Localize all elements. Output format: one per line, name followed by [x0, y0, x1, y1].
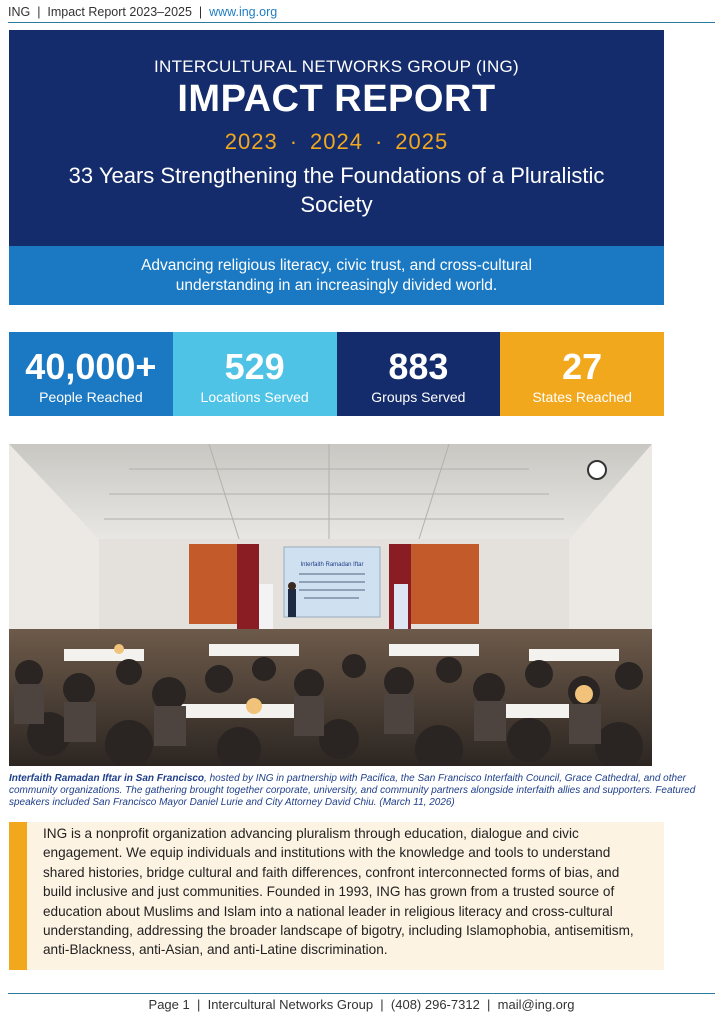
header-url-link[interactable]: www.ing.org	[209, 5, 278, 19]
stat-value: 40,000+	[25, 346, 157, 387]
about-text: ING is a nonprofit organization advancing pluralism through education, dialogue and civic engagement. We equip individuals and institutions with the knowledge and tools to understand shared histories, bridge cultural and faith differences, confront interconnected forms of bias, and build inclusive and just communities. Founded in 1993, ING has grown from a trusted source of education about Muslims and Islam into a national leader in religious literacy and cross-cultural understanding, addressing the broader landscape of bigotry, including Islamophobia, antisemitism, anti-Blackness, anti-Asian, and anti-Latine discrimination.	[43, 826, 634, 958]
header-report-title: Impact Report 2023–2025	[47, 5, 192, 19]
footer-page: Page 1	[148, 997, 190, 1012]
screen-text: Interfaith Ramadan Iftar	[300, 562, 364, 568]
year-2025: 2025	[395, 129, 449, 154]
stat-states-reached	[500, 332, 664, 416]
footer-org: Intercultural Networks Group	[207, 997, 374, 1012]
stat-value: 883	[388, 346, 449, 387]
header-separator: |	[37, 5, 41, 19]
footer-phone: (408) 296-7312	[390, 997, 480, 1012]
event-photo-illustration	[9, 444, 652, 766]
stat-value: 529	[224, 346, 285, 387]
hero-org-name: INTERCULTURAL NETWORKS GROUP (ING)	[153, 57, 520, 76]
stats-row	[9, 332, 664, 416]
hero-subtitle: 33 Years Strengthening the Foundations of a Pluralistic Society	[68, 163, 605, 217]
page-footer	[8, 993, 715, 1012]
stat-groups-served	[337, 332, 501, 416]
footer-email-link[interactable]: mail@ing.org	[497, 997, 575, 1012]
stat-value: 27	[562, 346, 603, 387]
year-separator: ·	[374, 129, 384, 154]
year-separator: ·	[289, 129, 299, 154]
event-photo	[9, 444, 652, 766]
year-2023: 2023	[224, 129, 278, 154]
tagline-banner	[9, 246, 664, 305]
year-2024: 2024	[310, 129, 363, 154]
hero-title: IMPACT REPORT	[177, 78, 496, 120]
accent-bar	[9, 822, 27, 970]
footer-separator: |	[487, 997, 491, 1012]
caption-text: , hosted by ING in partnership with Pacifica, the San Francisco Interfaith Council, Grace Cathedral, and other community organizations. The gathering brought together corporate, university, and community partners alongside interfaith allies and supporters. Featured speakers included San Francisco Mayor Daniel Lurie and City Attorney David Chiu. (March 11, 2026)	[9, 773, 696, 808]
about-box	[9, 822, 664, 970]
stat-label: Groups Served	[371, 389, 466, 405]
stat-label: Locations Served	[200, 389, 309, 405]
footer-separator: |	[380, 997, 384, 1012]
tagline-text: Advancing religious literacy, civic trust, and cross-cultural understanding in an increasingly divided world.	[141, 256, 532, 294]
photo-caption	[9, 773, 714, 809]
page-header	[8, 4, 715, 23]
stat-label: States Reached	[532, 389, 632, 405]
header-separator: |	[198, 5, 203, 19]
stat-locations-served	[173, 332, 337, 416]
hero-banner	[9, 30, 664, 246]
stat-label: People Reached	[39, 389, 143, 405]
hero-years	[9, 129, 664, 155]
footer-separator: |	[196, 997, 201, 1012]
stat-people-reached	[9, 332, 173, 416]
header-org: ING	[8, 5, 31, 19]
caption-title: Interfaith Ramadan Iftar in San Francisco	[9, 773, 205, 784]
